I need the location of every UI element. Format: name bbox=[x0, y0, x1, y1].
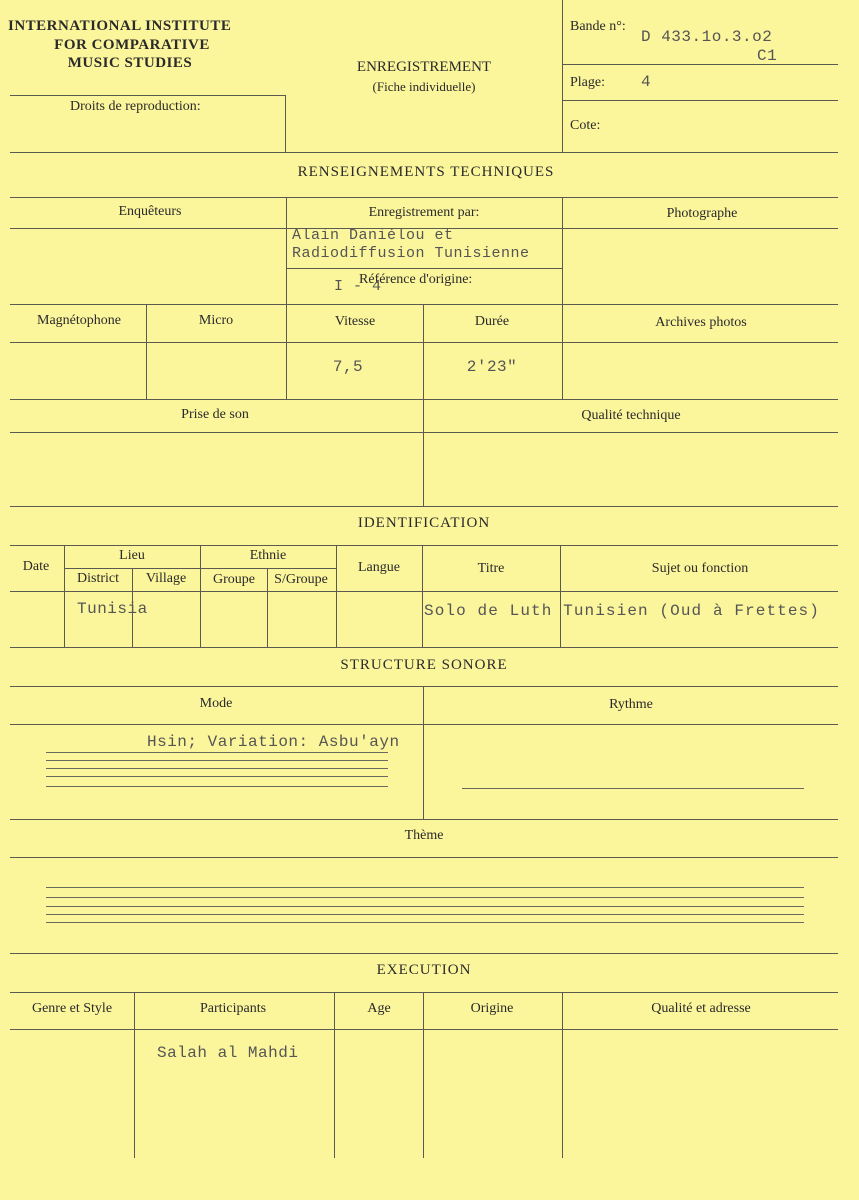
titre-value: Solo de Luth Tunisien (Oud à Frettes) bbox=[424, 602, 820, 620]
vitesse-value: 7,5 bbox=[332, 358, 364, 376]
enregistrement-label: Enregistrement par: bbox=[368, 205, 480, 220]
droits-label: Droits de reproduction: bbox=[70, 99, 201, 114]
participants-label: Participants bbox=[199, 1001, 267, 1016]
magnetophone-label: Magnétophone bbox=[37, 313, 121, 328]
origine-label: Origine bbox=[470, 1001, 514, 1016]
bande-value-2: C1 bbox=[757, 47, 778, 65]
village-label: Village bbox=[145, 571, 187, 586]
ethnie-label: Ethnie bbox=[249, 548, 287, 563]
date-label: Date bbox=[22, 559, 50, 574]
execution-section-title: EXECUTION bbox=[376, 962, 472, 978]
sujet-label: Sujet ou fonction bbox=[651, 561, 749, 576]
form-title: ENREGISTREMENT bbox=[356, 59, 492, 75]
structure-section-title: STRUCTURE SONORE bbox=[340, 657, 508, 673]
duree-value: 2'23" bbox=[466, 358, 518, 376]
enregistrement-value-1: Alain Daniélou et bbox=[292, 227, 454, 244]
institute-name-line2: FOR COMPARATIVE bbox=[54, 37, 210, 53]
form-subtitle: (Fiche individuelle) bbox=[372, 79, 476, 94]
participants-value: Salah al Mahdi bbox=[157, 1044, 299, 1062]
genre-label: Genre et Style bbox=[31, 1001, 113, 1016]
groupe-label: Groupe bbox=[213, 572, 255, 587]
duree-label: Durée bbox=[474, 314, 510, 329]
enqueteurs-label: Enquêteurs bbox=[118, 204, 182, 219]
cote-label: Cote: bbox=[570, 118, 601, 133]
mode-label: Mode bbox=[199, 696, 233, 711]
photographe-label: Photographe bbox=[666, 206, 738, 221]
prise-de-son-label: Prise de son bbox=[181, 407, 249, 422]
bande-value: D 433.1o.3.o2 bbox=[641, 28, 773, 46]
identification-section-title: IDENTIFICATION bbox=[357, 515, 491, 531]
institute-name-line3: MUSIC STUDIES bbox=[67, 55, 193, 71]
enregistrement-value-2: Radiodiffusion Tunisienne bbox=[292, 245, 530, 262]
district-label: District bbox=[77, 571, 119, 586]
institute-name-line1: INTERNATIONAL INSTITUTE bbox=[8, 18, 232, 34]
plage-value: 4 bbox=[641, 73, 652, 91]
district-value: Tunisia bbox=[77, 600, 148, 618]
mode-value: Hsin; Variation: Asbu'ayn bbox=[147, 733, 400, 751]
vitesse-label: Vitesse bbox=[334, 314, 376, 329]
technical-section-title: RENSEIGNEMENTS TECHNIQUES bbox=[297, 164, 555, 180]
qualite-technique-label: Qualité technique bbox=[581, 408, 681, 423]
bande-label: Bande n°: bbox=[570, 19, 626, 34]
micro-label: Micro bbox=[198, 313, 234, 328]
plage-label: Plage: bbox=[570, 75, 605, 90]
archives-label: Archives photos bbox=[655, 315, 747, 330]
titre-label: Titre bbox=[477, 561, 505, 576]
reference-label: Référence d'origine: bbox=[359, 272, 473, 287]
reference-value: I - 4 bbox=[334, 278, 382, 295]
lieu-label: Lieu bbox=[119, 548, 145, 563]
sgroupe-label: S/Groupe bbox=[274, 572, 328, 587]
langue-label: Langue bbox=[358, 560, 400, 575]
age-label: Age bbox=[367, 1001, 391, 1016]
theme-label: Thème bbox=[404, 828, 444, 843]
qualite-adresse-label: Qualité et adresse bbox=[651, 1001, 751, 1016]
rythme-label: Rythme bbox=[609, 697, 653, 712]
